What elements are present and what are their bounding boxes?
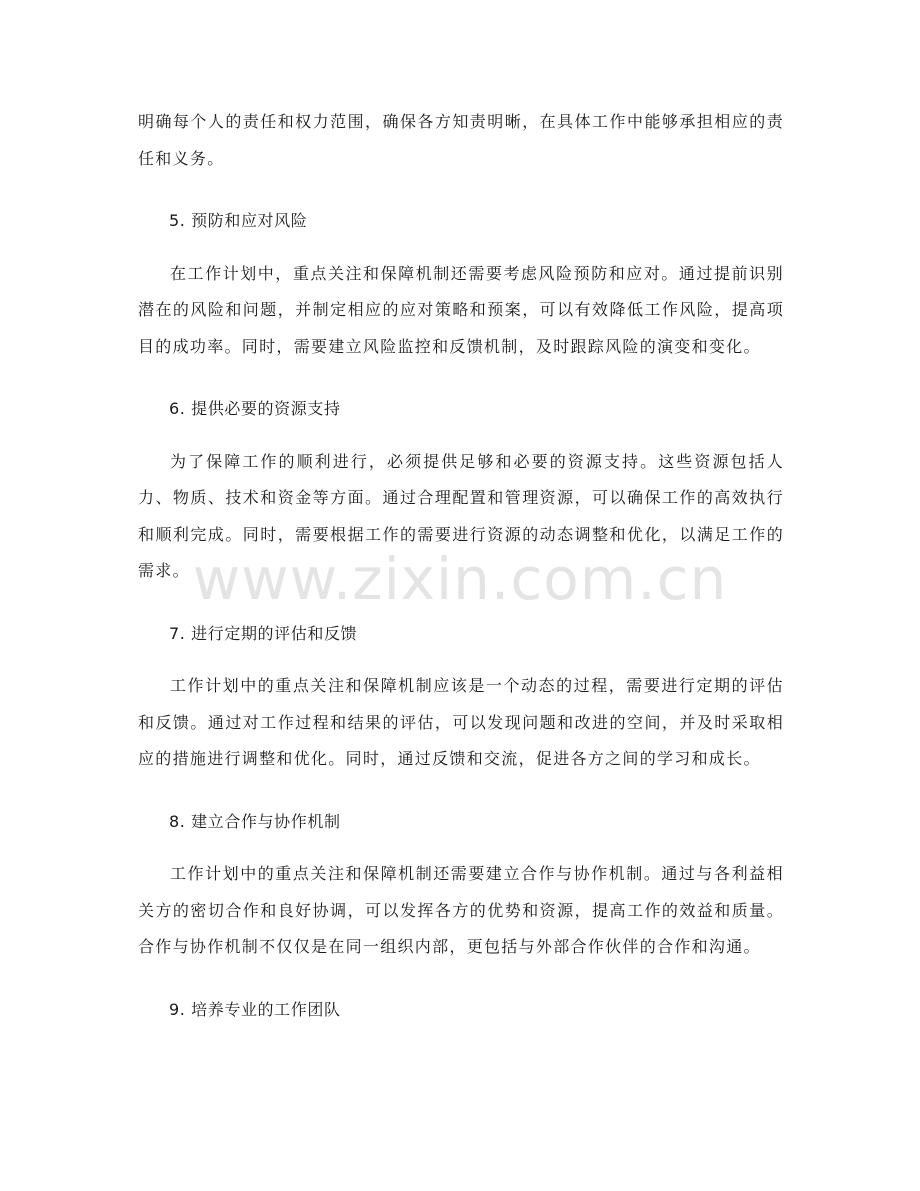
watermark-text: www.zixin.com.cn [192,545,728,613]
section-heading-7: 7. 进行定期的评估和反馈 [169,623,358,643]
section-heading-6: 6. 提供必要的资源支持 [169,399,341,418]
paragraph-responsibility-continued: 明确每个人的责任和权力范围，确保各方知责明晰，在具体工作中能够承担相应的责任和义务。 [138,112,784,168]
section-heading-9: 9. 培养专业的工作团队 [169,999,341,1019]
paragraph-cooperation: 工作计划中的重点关注和保障机制还需要建立合作与协作机制。通过与各利益相关方的密切合作和良好协调，可以发挥各方的优势和资源，提高工作的效益和质量。合作与协作机制不仅仅是在同一组织内部，更包括与外部合作伙伴的合作和沟通。 [138,864,784,956]
paragraph-risk: 在工作计划中，重点关注和保障机制还需要考虑风险预防和应对。通过提前识别潜在的风险和问题，并制定相应的应对策略和预案，可以有效降低工作风险，提高项目的成功率。同时，需要建立风险监控和反馈机制，及时跟踪风险的演变和变化。 [138,263,784,356]
section-heading-8: 8. 建立合作与协作机制 [169,811,341,831]
paragraph-evaluation: 工作计划中的重点关注和保障机制应该是一个动态的过程，需要进行定期的评估和反馈。通过对工作过程和结果的评估，可以发现问题和改进的空间，并及时采取相应的措施进行调整和优化。同时，通过反馈和交流，促进各方之间的学习和成长。 [138,676,784,768]
document-body [138,104,784,1028]
paragraph-resources: 为了保障工作的顺利进行，必须提供足够和必要的资源支持。这些资源包括人力、物质、技术和资金等方面。通过合理配置和管理资源，可以确保工作的高效执行和顺利完成。同时，需要根据工作的需要进行资源的动态调整和优化，以满足工作的需求。 [138,451,784,580]
section-heading-5: 5. 预防和应对风险 [169,211,308,230]
